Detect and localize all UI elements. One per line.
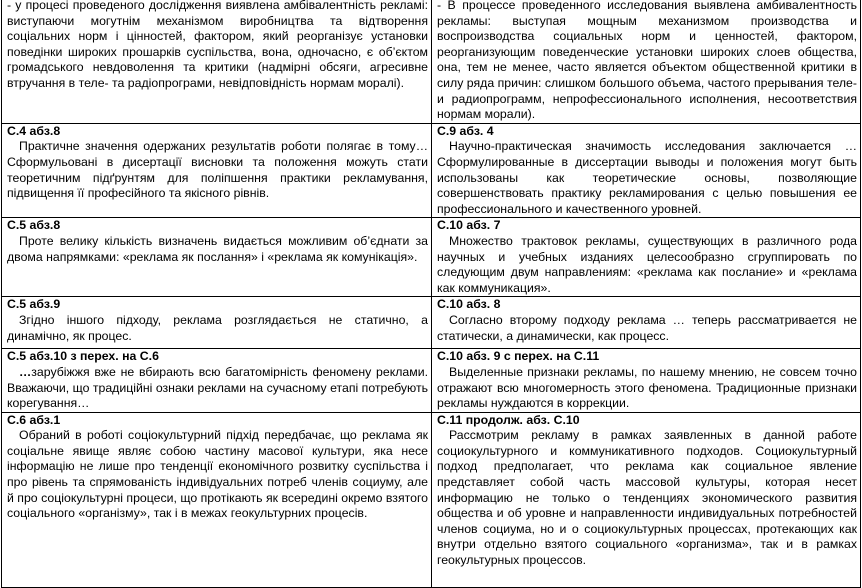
left-cell (2, 0, 432, 123)
left-text: Згідно іншого підходу, реклама розглядається не статично, а динамічно, як процес. (7, 312, 428, 343)
right-ref: С.10 абз. 8 (437, 297, 501, 312)
left-cell (2, 349, 432, 412)
table-row (2, 0, 861, 123)
right-cell (432, 218, 861, 297)
right-text: - В процессе проведенного исследования выявлена амбивалентность рекламы: выступая мощным механизмом производства и воспроизводства социальных норм и ценностей, фактором, реорганизующим поведенческие установки широких слоев общества, она, тем не менее, часто является объектом общественной критики в силу ряда причин: слишком большого объема, частого прерывания теле- и радиопрограмм, непрофессионального исполнения, несоответствия нормам морали). (437, 0, 857, 122)
left-ref: С.6 абз.1 (7, 412, 61, 427)
left-text-block (7, 365, 428, 412)
right-cell (432, 297, 861, 349)
table-row (2, 349, 861, 412)
left-text: зарубіжжя вже не вбирають всю багатомірність феномену реклами. Вважаючи, що традиційні ознаки реклами на сучасному етапі потребують корегування… (7, 364, 428, 411)
table-row (2, 297, 861, 349)
left-text: Практичне значення одержаних результатів роботи полягає в тому… Сформульовані в дисертації висновки та положення можуть стати теоретичним підґрунтям для поліпшення практики рекламування, підвищення її професійного та якісного рівнів. (7, 139, 428, 201)
right-text: Согласно второму подходу реклама … теперь рассматривается не статически, а динамически, как процесс. (437, 312, 857, 343)
left-lead: … (19, 364, 32, 379)
right-ref: С.9 абз. 4 (437, 123, 494, 138)
right-ref: С.11 продолж. абз. С.10 (437, 412, 580, 427)
right-cell (432, 123, 861, 218)
left-ref: С.5 абз.8 (7, 218, 61, 233)
left-cell (2, 297, 432, 349)
left-cell (2, 218, 432, 297)
left-text: Обраний в роботі соціокультурний підхід передбачає, що реклама як соціальне явище являє собою частину масової культури, яка несе інформацію не лише про тенденції економічного розвитку суспільства і про рівень та спрямованість індивідуальних потреб членів социуму, але й про соціокультурні процеси, що протікають як всередині окремо взятого соціального «організму», так і в межах геокультурних процесів. (7, 428, 428, 521)
table-row (2, 412, 861, 587)
left-ref: С.4 абз.8 (7, 123, 61, 138)
table-row (2, 123, 861, 218)
right-ref: С.10 абз. 7 (437, 218, 501, 233)
left-text: - у процесі проведеного дослідження виявлена амбівалентність рекламі: виступаючи могутнім механізмом виробництва та відтворення соціальних норм і цінностей, фактором, який реорганізує установки поведінки широких прошарків суспільства, вона, одночасно, є об’єктом громадського невдоволення та критики (надмірні обсяги, агресивне втручання в теле- та радіопрограми, невідповідність нормам моралі). (7, 0, 428, 90)
right-text: Рассмотрим рекламу в рамках заявленных в данной работе социокультурного и коммуникативного подходов. Социокультурный подход предполагает, что реклама как социальное явление представляет собой часть массовой культуры, которая несет информацию не только о тенденциях экономического развития общества и об уровне и направленности индивидуальных потребностей членов социума, но и о социокультурных процессах, протекающих как внутри отдельно взятого социального «организма», так и в рамках геокультурных процессов. (437, 428, 857, 568)
right-text: Множество трактовок рекламы, существующих в различного рода научных и учебных изданиях целесообразно сгруппировать по следующим двум направлениям: «реклама как послание» и «реклама как коммуникация». (437, 233, 857, 295)
right-ref: С.10 абз. 9 с перех. на С.11 (437, 349, 600, 364)
left-ref: С.5 абз.9 (7, 297, 61, 312)
left-ref: С.5 абз.10 з перех. на С.6 (7, 349, 159, 364)
right-text: Выделенные признаки рекламы, по нашему мнению, не совсем точно отражают всю многомерность этого феномена. Традиционные признаки рекламы нуждаются в коррекции. (437, 364, 857, 411)
right-cell (432, 0, 861, 123)
right-cell (432, 349, 861, 412)
left-cell (2, 123, 432, 218)
right-text: Научно-практическая значимость исследования заключается … Сформулированные в диссертации выводы и положения могут быть использованы как теоретические основы, позволяющие совершенствовать практику рекламирования с целью повышения ее профессионального и качественного уровней. (437, 139, 857, 216)
comparison-table (1, 0, 861, 588)
left-text: Проте велику кількість визначень видається можливим об’єднати за двома напрямками: «реклама як послання» і «реклама як комунікація». (7, 233, 428, 264)
right-cell (432, 412, 861, 587)
left-cell (2, 412, 432, 587)
table-row (2, 218, 861, 297)
